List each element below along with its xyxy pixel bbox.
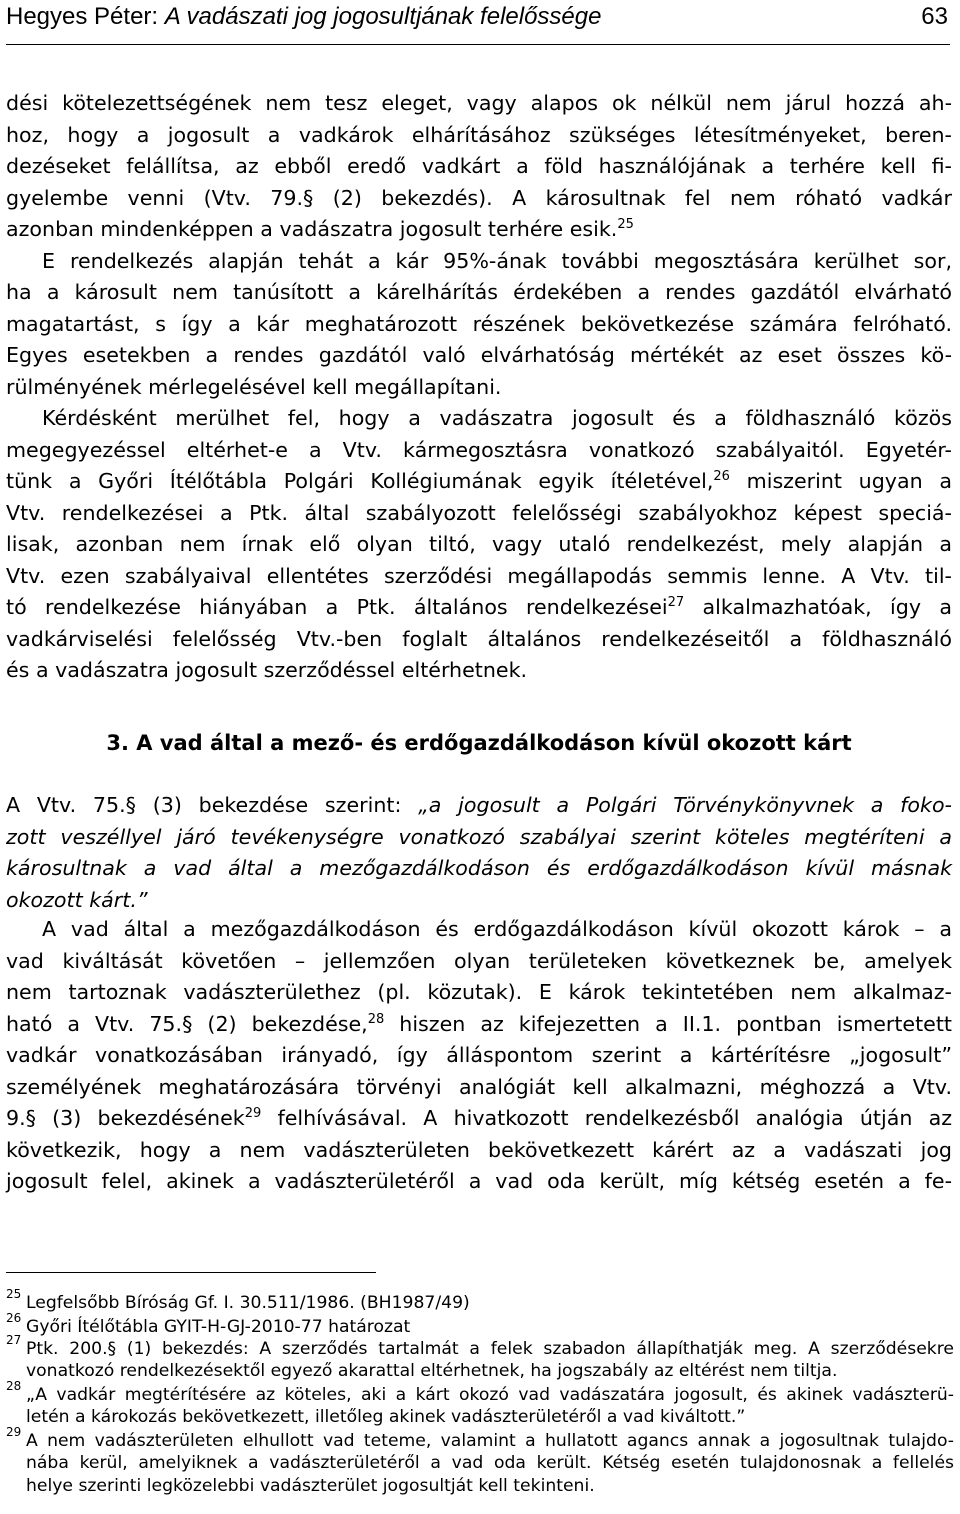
footnote-ref-28[interactable]: 28 — [367, 1011, 385, 1027]
page-number: 63 — [921, 3, 948, 30]
text-line: Vtv. ezen szabályaival ellentétes szerződési megállapodás semmis lenne. A Vtv. til- — [6, 563, 952, 588]
text-line-segment: felhívásával. A hivatkozott rendelkezésből analógia útján az — [261, 1106, 953, 1130]
footnote-ref-26[interactable]: 26 — [713, 469, 730, 485]
footnote-line: vonatkozó rendelkezésektől egyező akarattal eltérhetnek, ha jogszabály az eltérést nem tiltja. — [26, 1361, 838, 1382]
text-line: Kérdésként merülhet fel, hogy a vadászatra jogosult és a földhasználó közös — [42, 406, 952, 430]
text-line: dezéseket felállítsa, az ebből eredő vadkárt a föld használójának a terhére kell fi- — [6, 154, 952, 178]
running-header — [6, 0, 950, 45]
text-line-segment: azonban mindenképpen a vadászatra jogosult terhére esik. — [6, 217, 618, 241]
footnote-number: 26 — [6, 1311, 22, 1325]
footnote-28 — [6, 1379, 954, 1429]
paragraph-3 — [6, 403, 952, 687]
text-line: E rendelkezés alapján tehát a kár 95%-ának további megosztására kerülhet sor, — [42, 248, 952, 273]
footnote-line: A nem vadászterületen elhullott vad teteme, valamint a hullatott agancs annak a jogosultnak tulajdo- — [26, 1431, 954, 1451]
footnote-ref-29[interactable]: 29 — [244, 1106, 262, 1122]
text-line: nem tartoznak vadászterülethez (pl. közutak). E károk tekintetében nem alkalmaz- — [6, 980, 952, 1004]
text-line — [6, 214, 952, 246]
author-name: Hegyes Péter: — [6, 3, 165, 30]
paragraph-5 — [6, 914, 952, 1198]
text-line: hoz, hogy a jogosult a vadkárok elhárításához szükséges létesítményeket, beren- — [6, 122, 952, 147]
text-line — [6, 822, 952, 854]
footnote-line: Ptk. 200.§ (1) bekezdés: A szerződés tartalmát a felek szabadon állapíthatják meg. A szerződésekre — [26, 1339, 954, 1359]
text-line-segment: hiszen az kifejezetten a II.1. pontban ismertetett — [384, 1011, 952, 1036]
text-line-segment: tünk a Győri Ítélőtábla Polgári Kollégiumának egyik ítéletével, — [6, 469, 714, 493]
text-line: következik, hogy a nem vadászterületen bekövetkezett kárért az a vadászati jog — [6, 1137, 952, 1162]
text-line: Egyes esetekben a rendes gazdától való elvárhatóság mértékét az eset összes kö- — [6, 343, 952, 367]
section-heading: 3. A vad által a mező- és erdőgazdálkodáson kívül okozott kárt — [106, 731, 852, 755]
footnote-line: nába kerül, amelyiknek a vadászterületéről a vad oda került. Kétség esetén tulajdonosnak a fellelés — [26, 1453, 954, 1474]
text-line: ha a károsult nem tanúsított a kárelhárítás érdekében a rendes gazdától elvárható — [6, 280, 952, 304]
footnote-26 — [6, 1311, 954, 1338]
text-line: A vad által a mezőgazdálkodáson és erdőgazdálkodáson kívül okozott károk – a — [42, 917, 952, 941]
text-line: lisak, azonban nem írnak elő olyan tiltó, vagy utaló rendelkezést, mely alapján a — [6, 532, 952, 556]
text-line: személyének meghatározására törvényi analógiát kell alkalmazni, méghozzá a Vtv. — [6, 1074, 952, 1099]
footnote-separator — [6, 1272, 376, 1273]
running-title — [6, 2, 601, 32]
footnote-line: „A vadkár megtérítésére az köteles, aki a kárt okozó vad vadászatára jogosult, és akinek vadászterü- — [26, 1385, 954, 1405]
footnote-25 — [6, 1287, 954, 1314]
quote-segment: okozott kárt.” — [6, 887, 148, 912]
text-line — [6, 885, 952, 917]
text-line-segment: miszerint ugyan a — [729, 469, 952, 493]
text-line-segment: A Vtv. 75.§ (3) bekezdése szerint: — [6, 793, 419, 817]
text-line: rülményének mérlegelésével kell megállapítani. — [6, 374, 502, 399]
footnote-ref-27[interactable]: 27 — [667, 595, 685, 611]
text-line-segment: tó rendelkezése hiányában a Ptk. általános rendelkezései — [6, 595, 668, 619]
text-line: és a vadászatra jogosult szerződéssel eltérhetnek. — [6, 658, 528, 682]
paragraph-2 — [6, 246, 952, 404]
text-line: Vtv. rendelkezései a Ptk. által szabályozott felelősségi szabályokhoz képest speciá- — [6, 500, 952, 525]
quote-segment: „a jogosult a Polgári Törvénykönyvnek a foko- — [418, 793, 952, 817]
text-line — [6, 790, 952, 822]
text-line: dési kötelezettségének nem tesz eleget, vagy alapos ok nélkül nem járul hozzá ah- — [6, 91, 952, 115]
quote-segment: károsultnak a vad által a mezőgazdálkodáson és erdőgazdálkodáson kívül másnak — [6, 856, 952, 880]
section-heading-block — [6, 728, 952, 760]
text-line — [6, 466, 952, 498]
footnote-29 — [6, 1425, 954, 1497]
text-line — [6, 1103, 952, 1135]
text-line — [6, 1009, 952, 1041]
footnote-number: 28 — [6, 1379, 22, 1393]
text-line: vad kiváltását követően – jellemzően olyan területeken következnek be, amelyek — [6, 948, 952, 973]
footnote-ref-25[interactable]: 25 — [617, 217, 634, 233]
footnote-number: 25 — [6, 1287, 22, 1301]
paragraph-4 — [6, 790, 952, 916]
text-line-segment: alkalmazhatóak, így a — [684, 595, 952, 619]
text-line: vadkár vonatkozásában irányadó, így álláspontom szerint a kártérítésre „jogosult” — [6, 1043, 952, 1067]
article-title: A vadászati jog jogosultjának felelőssége — [164, 3, 602, 30]
text-line: magatartást, s így a kár meghatározott részének bekövetkezése számára felróható. — [6, 311, 952, 336]
footnote-line: helye szerinti legközelebbi vadászterület jogosultját kell tekinteni. — [26, 1475, 595, 1496]
footnote-27 — [6, 1333, 954, 1383]
text-line — [6, 853, 952, 885]
text-line: megegyezéssel eltérhet-e a Vtv. kármegosztásra vonatkozó szabályaitól. Egyetér- — [6, 437, 952, 462]
footnote-number: 29 — [6, 1425, 22, 1439]
text-line — [6, 592, 952, 624]
footnote-line: Legfelsőbb Bíróság Gf. I. 30.511/1986. (BH1987/49) — [26, 1293, 470, 1313]
footnote-line: Győri Ítélőtábla GYIT-H-GJ-2010-77 határozat — [26, 1317, 411, 1337]
text-line: gyelembe venni (Vtv. 79.§ (2) bekezdés). A károsultnak fel nem róható vadkár — [6, 185, 952, 210]
text-line-segment: 9.§ (3) bekezdésének — [6, 1106, 245, 1130]
text-line: vadkárviselési felelősség Vtv.-ben foglalt általános rendelkezéseitől a földhasználó — [6, 626, 952, 651]
paragraph-1 — [6, 88, 952, 246]
text-line-segment: ható a Vtv. 75.§ (2) bekezdése, — [6, 1011, 368, 1036]
quote-segment: zott veszéllyel járó tevékenységre vonatkozó szabályai szerint köteles megtéríteni a — [6, 824, 952, 849]
text-line: jogosult felel, akinek a vadászterületéről a vad oda került, míg kétség esetén a fe- — [6, 1169, 952, 1193]
footnote-number: 27 — [6, 1333, 22, 1347]
footnote-line: letén a károkozás bekövetkezett, illetőleg akinek vadászterületéről a vad kiváltott.” — [26, 1407, 746, 1428]
